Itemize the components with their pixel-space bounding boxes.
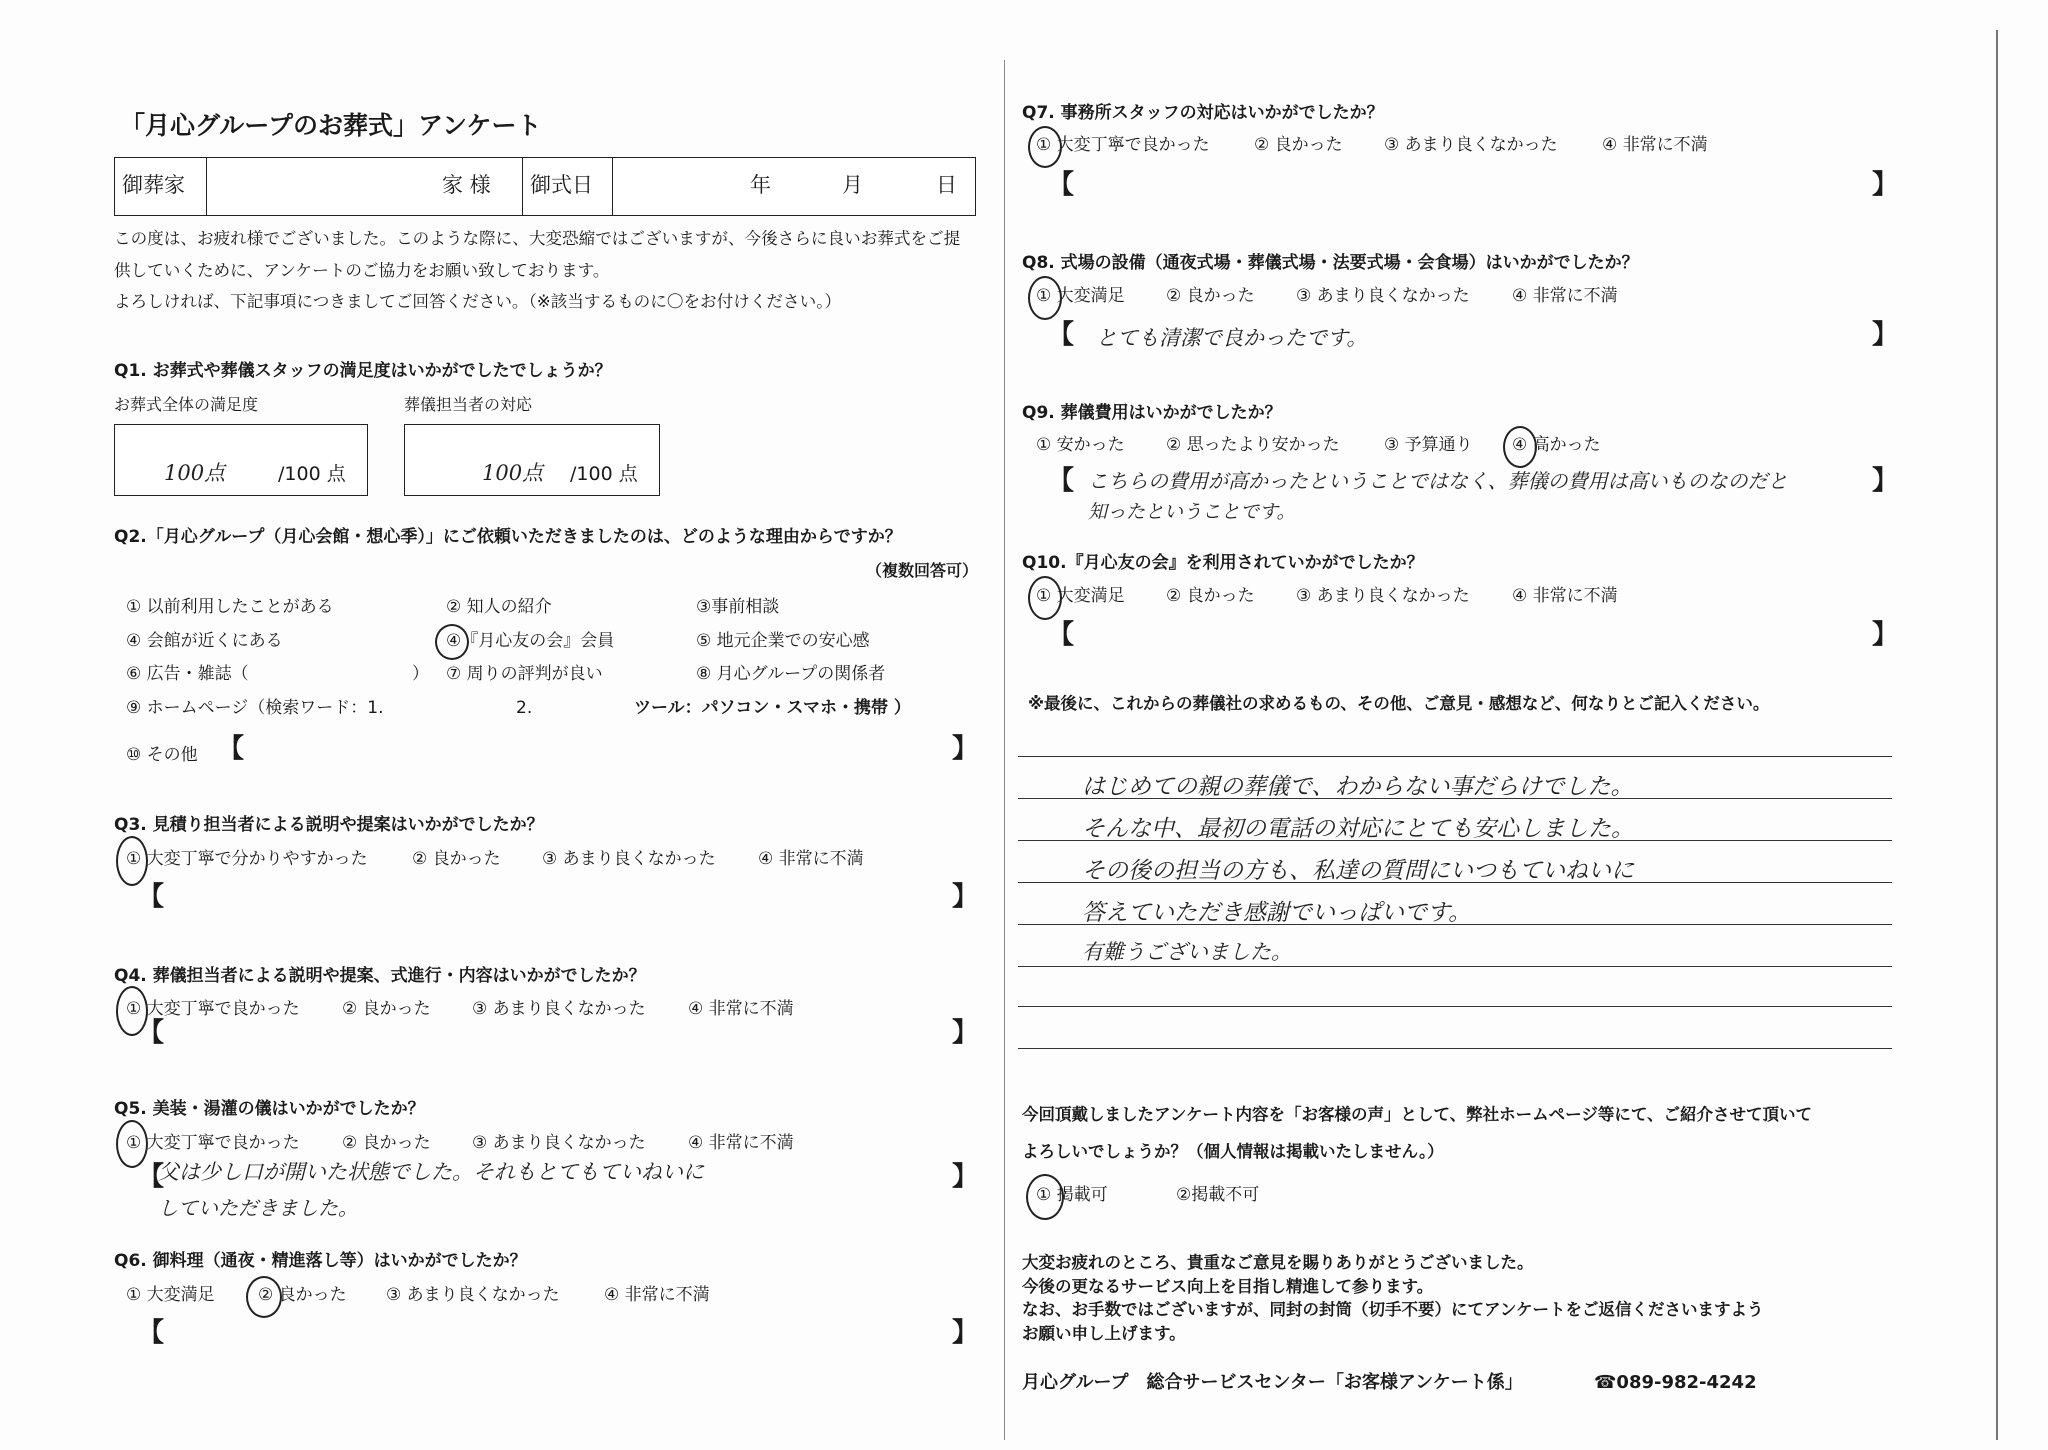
closing-line-4: お願い申し上げます。 xyxy=(1022,1324,1186,1343)
q7-bracket-close: 】 xyxy=(1872,170,1899,200)
q8-selected-circle xyxy=(1028,276,1062,320)
q2-option-9-word2: 2. xyxy=(516,698,533,718)
q5-selected-circle xyxy=(116,1120,148,1168)
final-comment-line-5: 有難うございました。 xyxy=(1082,940,1292,964)
final-comment-line-4: 答えていただき感謝でいっぱいです。 xyxy=(1082,900,1472,926)
closing-line-2: 今後の更なるサービス向上を目指し精進して参ります。 xyxy=(1022,1277,1434,1296)
q2-option-4: ④ 会館が近くにある xyxy=(126,631,283,651)
q8-option-4: ④ 非常に不満 xyxy=(1512,286,1618,306)
q4-option-2: ② 良かった xyxy=(342,999,431,1019)
q3-option-2: ② 良かった xyxy=(412,849,501,869)
q8-comment: とても清潔で良かったです。 xyxy=(1096,326,1368,350)
q1-question: Q1. お葬式や葬儀スタッフの満足度はいかがでしたでしょうか？ xyxy=(114,361,612,381)
q4-question: Q4. 葬儀担当者による説明や提案、式進行・内容はいかがでしたか？ xyxy=(114,966,646,986)
publish-question-line-2: よろしいでしょうか？（個人情報は掲載いたしません。） xyxy=(1022,1142,1444,1161)
q6-option-3: ③ あまり良くなかった xyxy=(386,1285,560,1305)
column-divider xyxy=(1004,60,1005,1440)
q7-option-1: ① 大変丁寧で良かった xyxy=(1036,135,1210,155)
q5-option-2: ② 良かった xyxy=(342,1133,431,1153)
footer-phone: ☎089-982-4242 xyxy=(1594,1372,1757,1393)
q7-option-3: ③ あまり良くなかった xyxy=(1384,135,1558,155)
q1-staff-answer: 100点 xyxy=(482,461,544,485)
q6-selected-circle xyxy=(246,1276,282,1318)
survey-title: 「月心グループのお葬式」アンケート xyxy=(120,111,542,140)
q7-bracket-open: 【 xyxy=(1048,170,1075,200)
final-comment-line-1: はじめての親の葬儀で、わからない事だらけでした。 xyxy=(1082,774,1634,800)
q2-option-1: ① 以前利用したことがある xyxy=(126,597,334,617)
intro-line-2: 供していくために、アンケートのご協力をお願い致しております。 xyxy=(114,261,610,280)
closing-line-1: 大変お疲れのところ、貴重なご意見を賜りありがとうございました。 xyxy=(1022,1253,1534,1272)
q5-option-4: ④ 非常に不満 xyxy=(688,1133,794,1153)
q3-selected-circle xyxy=(116,836,148,886)
intro-line-1: この度は、お疲れ様でございました。このような際に、大変恐縮ではございますが、今後さらに良いお葬式をご提 xyxy=(114,229,961,248)
q3-option-4: ④ 非常に不満 xyxy=(758,849,864,869)
q2-note: （複数回答可） xyxy=(866,561,979,580)
q2-option-7: ⑦ 周りの評判が良い xyxy=(446,664,603,684)
q1-overall-box xyxy=(114,424,368,496)
date-label: 御式日 xyxy=(530,173,593,197)
q10-bracket-close: 】 xyxy=(1872,620,1899,650)
edge-line xyxy=(1996,30,1998,1440)
q10-bracket-open: 【 xyxy=(1048,620,1075,650)
q7-option-2: ② 良かった xyxy=(1254,135,1343,155)
publish-question-line-1: 今回頂戴しましたアンケート内容を「お客様の声」として、弊社ホームページ等にて、ご紹介させて頂いて xyxy=(1022,1105,1813,1124)
q9-selected-circle xyxy=(1503,426,1537,468)
q6-option-4: ④ 非常に不満 xyxy=(604,1285,710,1305)
final-comment-line-2: そんな中、最初の電話の対応にとても安心しました。 xyxy=(1082,816,1634,842)
q3-bracket-close: 】 xyxy=(952,882,979,912)
q9-option-2: ② 思ったより安かった xyxy=(1166,435,1340,455)
q9-comment-line-1: こちらの費用が高かったということではなく、葬儀の費用は高いものなのだと xyxy=(1088,469,1788,493)
q9-option-1: ① 安かった xyxy=(1036,435,1125,455)
q1-overall-out-of: /100 点 xyxy=(278,463,346,485)
q3-bracket-open: 【 xyxy=(138,882,165,912)
q2-option-9-tool: ツール：パソコン・スマホ・携帯 ） xyxy=(634,698,911,718)
q10-option-1: ① 大変満足 xyxy=(1036,586,1125,606)
q4-option-4: ④ 非常に不満 xyxy=(688,999,794,1019)
q5-option-3: ③ あまり良くなかった xyxy=(472,1133,646,1153)
q5-option-1: ① 大変丁寧で良かった xyxy=(126,1133,300,1153)
q7-selected-circle xyxy=(1028,126,1062,168)
q2-bracket-close: 】 xyxy=(952,734,979,764)
q5-bracket-open: 【 xyxy=(138,1162,165,1192)
q1-staff-out-of: /100 点 xyxy=(570,463,638,485)
family-suffix: 家 様 xyxy=(442,173,491,197)
date-day: 日 xyxy=(936,173,957,197)
footer-org: 月心グループ 総合サービスセンター「お客様アンケート係」 xyxy=(1022,1372,1523,1393)
q9-question: Q9. 葬儀費用はいかがでしたか？ xyxy=(1022,403,1282,423)
q2-question: Q2.「月心グループ（月心会館・想心季）」にご依頼いただきましたのは、どのような理由からですか？ xyxy=(114,527,902,547)
q9-option-3: ③ 予算通り xyxy=(1384,435,1473,455)
q8-bracket-open: 【 xyxy=(1048,320,1075,350)
q6-option-1: ① 大変満足 xyxy=(126,1285,215,1305)
q10-option-2: ② 良かった xyxy=(1166,586,1255,606)
q10-question: Q10.『月心友の会』を利用されていかがでしたか？ xyxy=(1022,553,1424,573)
q2-option-9: ⑨ ホームページ（検索ワード：1. xyxy=(126,698,384,718)
q2-option-8: ⑧ 月心グループの関係者 xyxy=(696,664,886,684)
q3-question: Q3. 見積り担当者による説明や提案はいかがでしたか？ xyxy=(114,815,544,835)
intro-line-3: よろしければ、下記事項につきましてご回答ください。（※該当するものに〇をお付けください。） xyxy=(114,292,842,311)
q9-comment-line-2: 知ったということです。 xyxy=(1088,501,1296,523)
q4-bracket-close: 】 xyxy=(952,1018,979,1048)
q9-option-4: ④ 高かった xyxy=(1512,435,1601,455)
q6-option-2: ② 良かった xyxy=(258,1285,347,1305)
q2-bracket-open: 【 xyxy=(218,734,245,764)
final-prompt: ※最後に、これからの葬儀社の求めるもの、その他、ご意見・感想など、何なりとご記入ください。 xyxy=(1028,694,1770,713)
q10-selected-circle xyxy=(1028,576,1062,620)
q8-option-1: ① 大変満足 xyxy=(1036,286,1125,306)
q2-option-6-close: ） xyxy=(412,664,429,684)
q4-option-3: ③ あまり良くなかった xyxy=(472,999,646,1019)
q5-bracket-close: 】 xyxy=(952,1162,979,1192)
q2-option-6: ⑥ 広告・雑誌（ xyxy=(126,664,249,684)
q2-option-2: ② 知人の紹介 xyxy=(446,597,552,617)
q1-overall-label: お葬式全体の満足度 xyxy=(114,395,259,414)
final-comment-line-3: その後の担当の方も、私達の質問にいつもていねいに xyxy=(1082,858,1634,884)
q2-option-10: ⑩ その他 xyxy=(126,745,198,765)
q10-option-4: ④ 非常に不満 xyxy=(1512,586,1618,606)
q2-member-circle xyxy=(435,624,469,660)
q3-option-1: ① 大変丁寧で分かりやすかった xyxy=(126,849,368,869)
closing-line-3: なお、お手数ではございますが、同封の封筒（切手不要）にてアンケートをご返信くださいますよう xyxy=(1022,1300,1764,1319)
date-year: 年 xyxy=(750,173,771,197)
q8-option-2: ② 良かった xyxy=(1166,286,1255,306)
date-month: 月 xyxy=(842,173,863,197)
q5-comment-line-2: していただきました。 xyxy=(158,1196,358,1220)
publish-selected-circle xyxy=(1026,1174,1064,1220)
q1-staff-label: 葬儀担当者の対応 xyxy=(404,395,533,414)
q5-comment-line-1: 父は少し口が開いた状態でした。それもとてもていねいに xyxy=(158,1160,704,1184)
publish-option-1: ① 掲載可 xyxy=(1036,1185,1108,1205)
q2-option-5: ⑤ 地元企業での安心感 xyxy=(696,631,870,651)
q7-option-4: ④ 非常に不満 xyxy=(1602,135,1708,155)
publish-option-2: ②掲載不可 xyxy=(1176,1185,1260,1205)
q10-option-3: ③ あまり良くなかった xyxy=(1296,586,1470,606)
q6-question: Q6. 御料理（通夜・精進落し等）はいかがでしたか？ xyxy=(114,1251,527,1271)
q9-bracket-close: 】 xyxy=(1872,466,1899,496)
q4-bracket-open: 【 xyxy=(138,1018,165,1048)
q7-question: Q7. 事務所スタッフの対応はいかがでしたか？ xyxy=(1022,103,1384,123)
q6-bracket-open: 【 xyxy=(138,1318,165,1348)
q9-bracket-open: 【 xyxy=(1048,466,1075,496)
family-label: 御葬家 xyxy=(122,173,185,197)
q8-question: Q8. 式場の設備（通夜式場・葬儀式場・法要式場・会食場）はいかがでしたか？ xyxy=(1022,253,1639,273)
q2-option-member: ④『月心友の会』会員 xyxy=(446,631,615,651)
q8-option-3: ③ あまり良くなかった xyxy=(1296,286,1470,306)
q4-option-1: ① 大変丁寧で良かった xyxy=(126,999,300,1019)
q3-option-3: ③ あまり良くなかった xyxy=(542,849,716,869)
q5-question: Q5. 美装・湯灌の儀はいかがでしたか？ xyxy=(114,1099,425,1119)
q1-overall-answer: 100点 xyxy=(164,461,226,485)
q2-option-3: ③事前相談 xyxy=(696,597,780,617)
q8-bracket-close: 】 xyxy=(1872,320,1899,350)
q6-bracket-close: 】 xyxy=(952,1318,979,1348)
